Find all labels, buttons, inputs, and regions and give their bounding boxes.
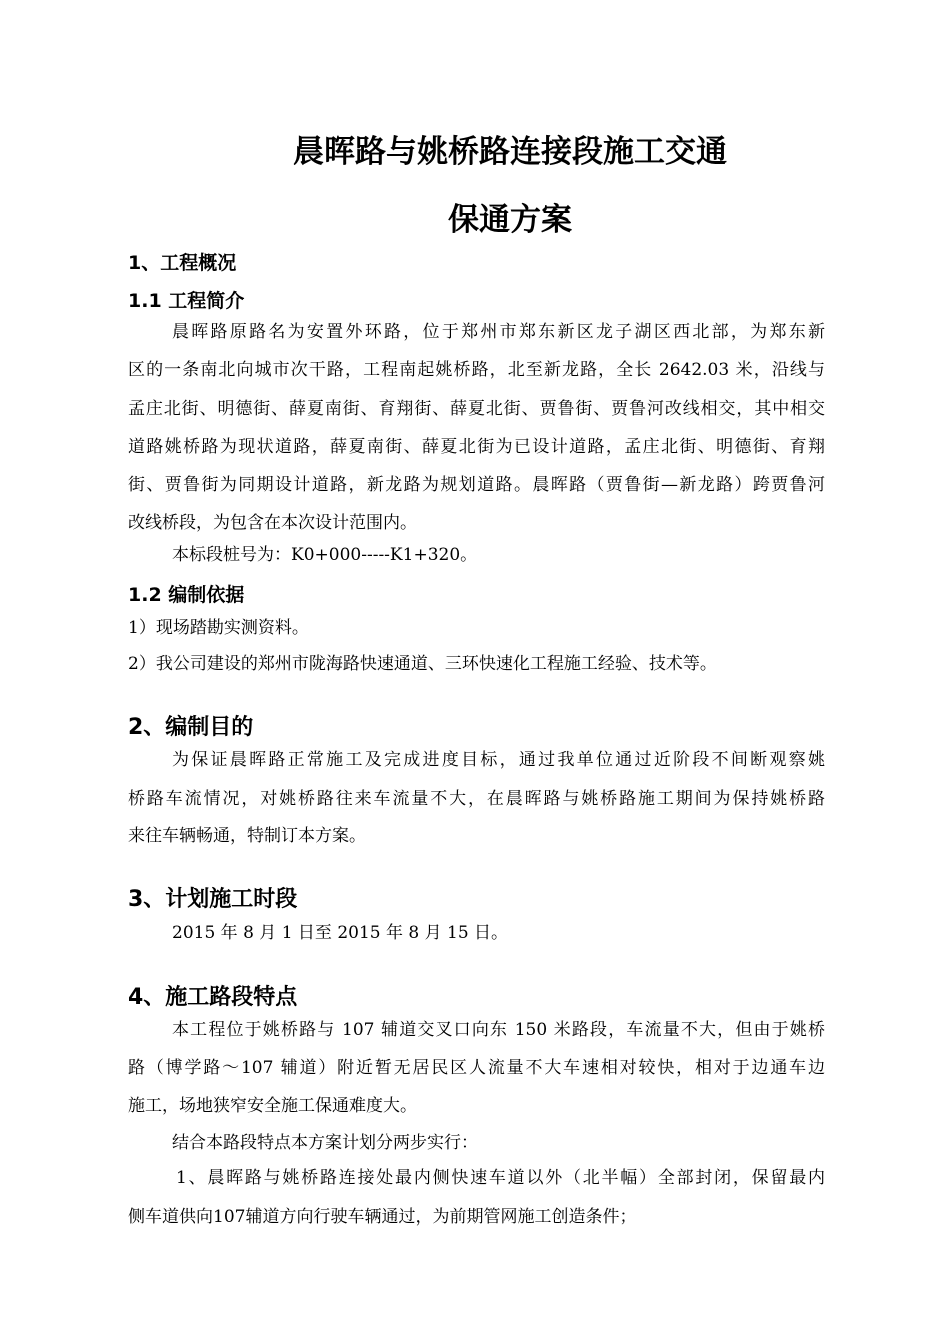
paragraph-line: 桥路车流情况，对姚桥路往来车流量不大，在晨晖路与姚桥路施工期间为保持姚桥路 <box>128 789 825 809</box>
paragraph-line: 来往车辆畅通，特制订本方案。 <box>128 826 366 846</box>
document-title-line1: 晨晖路与姚桥路连接段施工交通 <box>293 134 727 170</box>
section-3-heading: 3、计划施工时段 <box>128 887 298 912</box>
paragraph-line: 道路姚桥路为现状道路，薛夏南街、薛夏北街为已设计道路，孟庄北街、明德街、育翔 <box>128 437 825 457</box>
section-1-2-heading: 1.2 编制依据 <box>128 584 245 606</box>
paragraph-line: 为保证晨晖路正常施工及完成进度目标，通过我单位通过近阶段不间断观察姚 <box>172 750 825 770</box>
section-2-heading: 2、编制目的 <box>128 715 254 740</box>
document-title-line2: 保通方案 <box>448 202 572 238</box>
paragraph-line: 晨晖路原路名为安置外环路，位于郑州市郑东新区龙子湖区西北部，为郑东新 <box>172 322 825 342</box>
paragraph-line: 路（博学路～107 辅道）附近暂无居民区人流量不大车速相对较快，相对于边通车边 <box>128 1058 825 1078</box>
stake-number-text: 本标段桩号为：K0+000-----K1+320。 <box>172 545 478 565</box>
schedule-text: 2015 年 8 月 1 日至 2015 年 8 月 15 日。 <box>172 923 509 943</box>
paragraph-line: 区的一条南北向城市次干路，工程南起姚桥路，北至新龙路，全长 2642.03 米，沿线与 <box>128 360 825 380</box>
paragraph-line: 施工，场地狭窄安全施工保通难度大。 <box>128 1096 417 1116</box>
paragraph-line: 孟庄北街、明德街、薛夏南街、育翔街、薛夏北街、贾鲁街、贾鲁河改线相交，其中相交 <box>128 399 825 419</box>
basis-item-1: 1）现场踏勘实测资料。 <box>128 618 309 638</box>
paragraph-line: 本工程位于姚桥路与 107 辅道交叉口向东 150 米路段，车流量不大，但由于姚桥 <box>172 1020 825 1040</box>
section-1-1-heading: 1.1 工程简介 <box>128 290 245 312</box>
step-1-line: 1、晨晖路与姚桥路连接处最内侧快速车道以外（北半幅）全部封闭，保留最内 <box>176 1168 825 1188</box>
paragraph-line: 街、贾鲁街为同期设计道路，新龙路为规划道路。晨晖路（贾鲁街—新龙路）跨贾鲁河 <box>128 475 825 495</box>
step-1-line: 侧车道供向107辅道方向行驶车辆通过，为前期管网施工创造条件； <box>128 1207 637 1227</box>
basis-item-2: 2）我公司建设的郑州市陇海路快速通道、三环快速化工程施工经验、技术等。 <box>128 654 717 674</box>
section-4-heading: 4、施工路段特点 <box>128 985 298 1010</box>
steps-intro-text: 结合本路段特点本方案计划分两步实行： <box>172 1133 478 1153</box>
paragraph-line: 改线桥段，为包含在本次设计范围内。 <box>128 513 417 533</box>
section-1-heading: 1、工程概况 <box>128 252 237 274</box>
